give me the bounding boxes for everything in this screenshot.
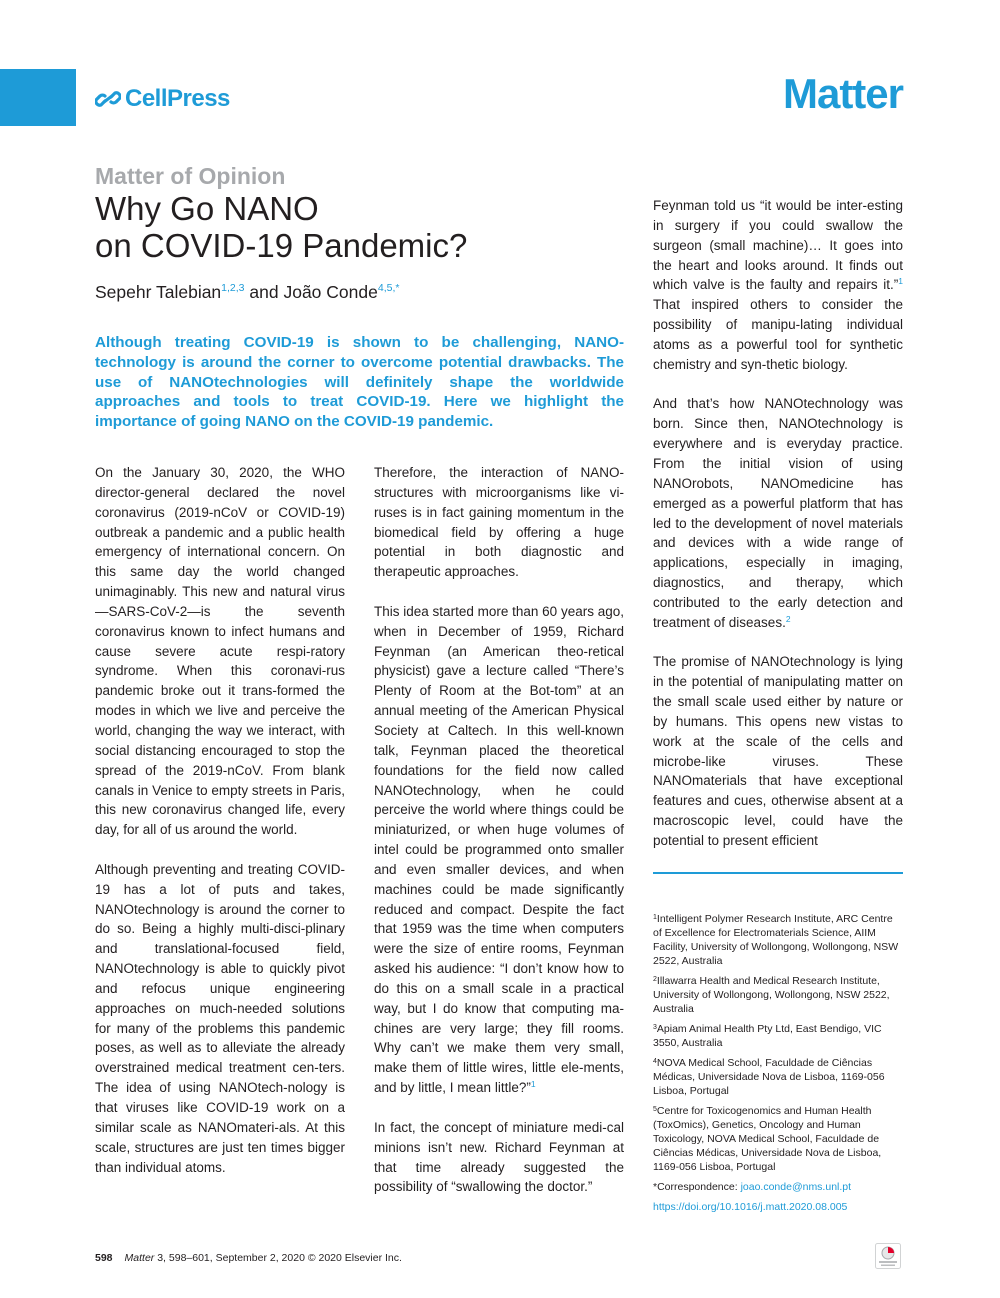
affiliation-number: 2: [653, 976, 657, 983]
affiliation-number: 1: [653, 914, 657, 921]
author-list: [95, 282, 399, 303]
article-title: [95, 190, 595, 264]
cellpress-logo[interactable]: [95, 84, 230, 114]
author-1-affiliations[interactable]: 1,2,3: [221, 282, 245, 294]
author-2-name: João Conde: [283, 282, 378, 302]
body-column-3: [653, 196, 903, 871]
affiliation-number: 3: [653, 1024, 657, 1031]
citation-details: 3, 598–601, September 2, 2020 © 2020 Elsevier Inc.: [154, 1252, 402, 1264]
affiliation-2: [653, 974, 903, 1016]
author-separator: and: [244, 282, 284, 302]
affiliation-1: [653, 912, 903, 968]
paragraph: On the January 30, 2020, the WHO director-general declared the novel coronavirus (2019-nCoV or COVID-19) outbreak a pandemic and a public health emergency of international concern. On this same day the world changed unimaginably. This new and natural virus—SARS-CoV-2—is the seventh coronavirus known to infect humans and cause severe acute respi-ratory syndrome. When this coronavi-rus pandemic broke out it trans-formed the modes in which we live and perceive the world, changing the way we interact, with social distancing encouraged to stop the spread of the 2019-nCoV. From blank canals in Venice to empty streets in Paris, this new coronavirus changed life, every day, for all of us around the world.: [95, 465, 345, 838]
paragraph: The promise of NANOtechnology is lying in the potential of manipulating matter on the small scale used either by nature or by humans. This opens new vistas to work at the scale of the cells and microbe-like viruses. These NANOmaterials that have exceptional features and cues, otherwise absent at a macroscopic level, could have the potential to present efficient: [653, 654, 903, 848]
author-1-name: Sepehr Talebian: [95, 282, 222, 302]
correspondence-email-link[interactable]: joao.conde@nms.unl.pt: [740, 1181, 852, 1193]
reference-link[interactable]: 2: [785, 613, 791, 624]
title-line-1: Why Go NANO: [95, 190, 319, 227]
paragraph: Therefore, the interaction of NANO-structures with microorganisms like vi-ruses is in fact gaining momentum in the biomedical field by offering a huge potential in both diagnostic and therapeutic approaches.: [374, 465, 624, 580]
affiliation-text: Intelligent Polymer Research Institute, ARC Centre of Excellence for Electromaterials Science, AIIM Facility, University of Wollongong, Wollongong, NSW 2522, Australia: [653, 913, 899, 967]
citation-journal: Matter: [124, 1252, 155, 1264]
paragraph-text: And that’s how NANOtechnology was born. Since then, NANOtechnology is everywhere and is everyday practice. From the initial vision of using NANOrobots, NANOmedicine has emerged as a powerful platform that has led to the development of novel materials and devices with a wide range of applications, especially in imaging, diagnostics, and therapy, which contributed to the early detection and treatment of diseases.: [653, 396, 903, 630]
paragraph: [653, 394, 903, 632]
paragraph: Although preventing and treating COVID-19 has a lot of puts and takes, NANOtechnology is around the corner to do so. Being a highly multi-disci-plinary and translational-focused field, NANOtechnology is able to quickly pivot and refocus unique engineering approaches on much-needed solutions for many of the problems this pandemic poses, as well as to alleviate the already overstrained medical treatment cen-ters. The idea of using NANOtech-nology is that viruses like COVID-19 work on a similar scale as NANOmateri-als. At this scale, structures are just ten times bigger than individual atoms.: [95, 861, 345, 1175]
affiliation-number: 4: [653, 1058, 657, 1065]
affiliation-text: Illawarra Health and Medical Research Institute, University of Wollongong, Wollongong, NSW 2522, Australia: [653, 975, 890, 1015]
body-column-1: [95, 463, 345, 1197]
footnote-divider: [653, 872, 903, 874]
page-footer: [95, 1252, 402, 1264]
doi-link[interactable]: https://doi.org/10.1016/j.matt.2020.08.005: [653, 1201, 848, 1213]
affiliation-text: Apiam Animal Health Pty Ltd, East Bendigo, VIC 3550, Australia: [653, 1023, 882, 1049]
affiliation-3: [653, 1022, 903, 1050]
publisher-logo-text: CellPress: [125, 85, 230, 112]
body-column-2: [374, 463, 624, 1217]
affiliation-text: Centre for Toxicogenomics and Human Health (ToxOmics), Genetics, Oncology and Human Toxicology, NOVA Medical School, Faculdade de Ciências Médicas, Universidade Nova de Lisboa, 1169-056 Lisboa, Portugal: [653, 1105, 882, 1173]
paragraph-text: This idea started more than 60 years ago, when in December of 1959, Richard Feynman (an American theo-retical physicist) gave a lecture called “There’s Plenty of Room at the Bot-tom” at an annual meeting of the American Physical Society at Caltech. In this well-known talk, Feynman placed the theoretical foundations for the field now called NANOtechnology, when he could perceive the world where things could be miniaturized, or when huge volumes of intel could be programmed onto smaller and even smaller devices, and when machines could be made significantly reduced and compact. Despite the fact that 1959 was the time when computers were the size of entire rooms, Feynman asked his audience: “I don’t know how to do this on a small scale in a practical way, but I do know that computing ma-chines are very large; they fill rooms. Why can’t we make them very small, make them of little wires, little ele-ments, and by little, I mean little?”: [374, 603, 624, 1096]
paragraph-text: Feynman told us “it would be inter-esting in surgery if you could swallow the surgeon (small machine)… It goes into the heart and looks around. It finds out which valve is the faulty and repairs it.”: [653, 198, 903, 293]
cellpress-link-icon: [95, 87, 121, 111]
reference-link[interactable]: 1: [530, 1079, 536, 1090]
paragraph: [374, 602, 624, 1098]
affiliation-5: [653, 1104, 903, 1174]
page-number: 598: [95, 1252, 113, 1264]
abstract: Although treating COVID-19 is shown to be challenging, NANO-technology is around the corner to overcome potential drawbacks. The use of NANOtechnologies will definitely shape the worldwide approaches and tools to treat COVID-19. Here we highlight the importance of going NANO on the COVID-19 pandemic.: [95, 334, 624, 431]
affiliation-text: NOVA Medical School, Faculdade de Ciências Médicas, Universidade Nova de Lisboa, 1169-056 Lisboa, Portugal: [653, 1057, 885, 1097]
journal-name[interactable]: Matter: [782, 70, 903, 117]
author-2-affiliations[interactable]: 4,5,*: [377, 282, 400, 294]
paragraph: [653, 196, 903, 375]
title-line-2: on COVID-19 Pandemic?: [95, 227, 468, 264]
affiliation-4: [653, 1056, 903, 1098]
paragraph-text: That inspired others to consider the possibility of manipu-lating individual atoms as a powerful tool for synthetic chemistry and syn-thetic biology.: [653, 297, 903, 372]
section-label: Matter of Opinion: [95, 163, 286, 189]
check-for-updates-icon[interactable]: [875, 1243, 901, 1269]
paragraph: In fact, the concept of miniature medi-cal minions isn’t new. Richard Feynman at that time already suggested the possibility of “swallowing the doctor.”: [374, 1119, 624, 1195]
reference-link[interactable]: 1: [898, 276, 903, 287]
header-color-tab: [0, 69, 76, 126]
correspondence-label: *Correspondence:: [653, 1181, 741, 1193]
affiliations-footnotes: [653, 912, 903, 1220]
affiliation-number: 5: [653, 1106, 657, 1113]
correspondence: [653, 1180, 903, 1194]
